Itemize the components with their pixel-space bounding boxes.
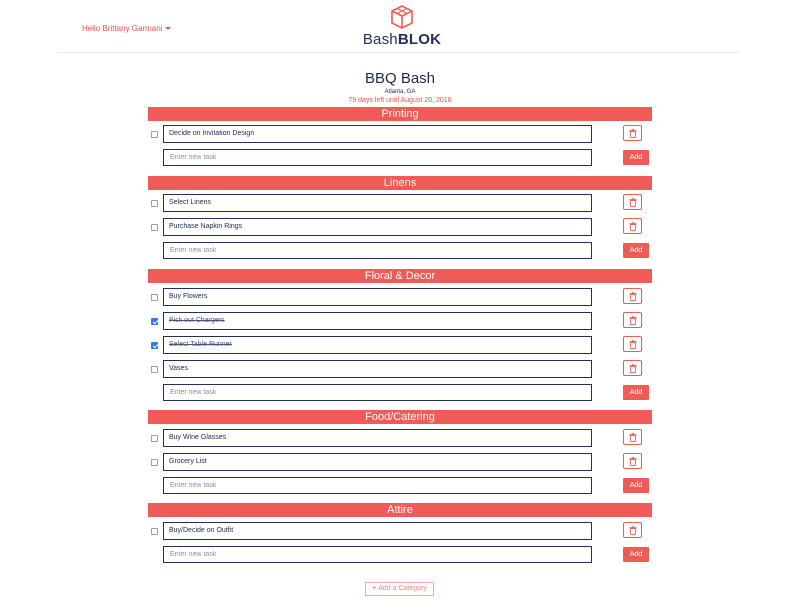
add-task-button[interactable]: Add [623,547,649,562]
new-task-input[interactable] [163,477,592,494]
task-item[interactable]: Decide on Invitation Design [163,125,592,143]
delete-task-button[interactable] [623,312,642,328]
category-header-food-catering: Food/Catering [148,410,652,424]
trash-icon [629,457,637,466]
task-checkbox[interactable] [151,224,158,231]
box-logo-icon [389,4,415,30]
event-location: Atlanta, GA [384,89,416,95]
task-checkbox[interactable] [151,366,158,373]
task-item[interactable]: Select Linens [163,194,592,212]
category-header-linens: Linens [148,176,652,190]
logo-text-bold: BLOK [397,31,442,48]
plus-icon: + [372,585,377,592]
user-menu[interactable] [82,24,171,33]
trash-icon [629,129,637,138]
trash-icon [629,433,637,442]
delete-task-button[interactable] [623,453,642,469]
add-category-label: Add a Category [378,585,427,592]
task-item[interactable]: Buy/Decide on Outfit [163,522,592,540]
add-category-button[interactable] [365,582,434,596]
task-checkbox[interactable] [151,294,158,301]
task-item[interactable]: Buy Wine Glasses [163,429,592,447]
delete-task-button[interactable] [623,522,642,538]
add-task-button[interactable]: Add [623,385,649,400]
add-task-button[interactable]: Add [623,150,649,165]
task-item[interactable]: Buy Flowers [163,288,592,306]
trash-icon [629,198,637,207]
new-task-input[interactable] [163,242,592,259]
logo-text [362,31,442,48]
trash-icon [629,340,637,349]
task-item[interactable]: Purchase Napkin Rings [163,218,592,236]
delete-task-button[interactable] [623,218,642,234]
user-greeting: Hello Brittany Garmani [82,24,163,33]
delete-task-button[interactable] [623,288,642,304]
task-item[interactable]: Vases [163,360,592,378]
trash-icon [629,316,637,325]
delete-task-button[interactable] [623,429,642,445]
task-checkbox-checked[interactable] [151,342,158,349]
logo[interactable] [362,4,442,50]
category-header-attire: Attire [148,503,652,517]
category-header-printing: Printing [148,107,652,121]
delete-task-button[interactable] [623,194,642,210]
task-item[interactable]: Grocery List [163,453,592,471]
trash-icon [629,222,637,231]
new-task-input[interactable] [163,149,592,166]
task-checkbox[interactable] [151,435,158,442]
header [0,0,800,52]
trash-icon [629,526,637,535]
trash-icon [629,292,637,301]
task-checkbox[interactable] [151,459,158,466]
add-task-button[interactable]: Add [623,478,649,493]
task-checkbox[interactable] [151,528,158,535]
category-header-floral-decor: Floral & Decor [148,269,652,283]
new-task-input[interactable] [163,546,592,563]
task-item-completed[interactable]: Pick out Chargers [163,312,592,330]
new-task-input[interactable] [163,384,592,401]
delete-task-button[interactable] [623,360,642,376]
event-title: BBQ Bash [364,70,436,87]
caret-down-icon [165,27,171,30]
trash-icon [629,364,637,373]
task-checkbox-checked[interactable] [151,318,158,325]
header-divider [58,52,740,53]
delete-task-button[interactable] [623,125,642,141]
event-countdown: 79 days left until August 20, 2016 [348,97,452,104]
task-item-completed[interactable]: Select Table Runner [163,336,592,354]
add-task-button[interactable]: Add [623,243,649,258]
task-checkbox[interactable] [151,131,158,138]
task-checkbox[interactable] [151,200,158,207]
logo-text-light: Bash [362,31,398,48]
delete-task-button[interactable] [623,336,642,352]
